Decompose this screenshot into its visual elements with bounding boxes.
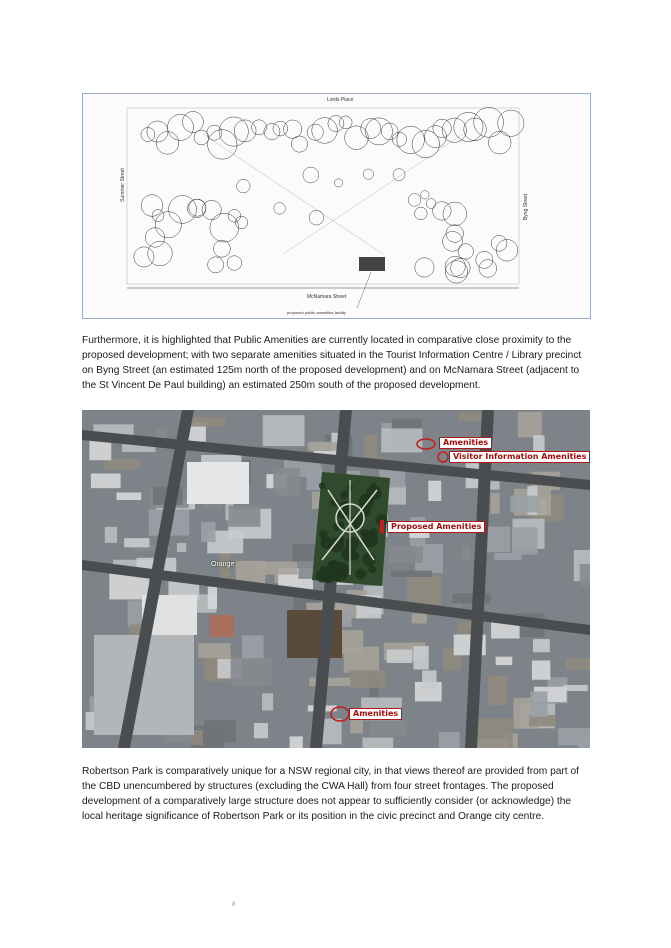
building — [496, 657, 513, 665]
tree-canopy — [155, 212, 181, 238]
page-mark: 8 — [232, 902, 236, 908]
park-tree — [335, 575, 342, 582]
tree-canopy — [152, 210, 164, 222]
proposed-amenities-marker — [380, 520, 384, 533]
building — [387, 650, 413, 663]
tree-canopy — [415, 258, 434, 277]
tree-canopy — [182, 112, 203, 133]
path-line — [283, 134, 463, 254]
building — [164, 735, 190, 743]
building — [201, 522, 215, 542]
tree-canopy — [479, 260, 497, 278]
building — [533, 639, 550, 652]
building — [116, 492, 141, 500]
tree-canopy — [274, 203, 286, 215]
tree-canopy — [189, 199, 206, 216]
building — [558, 728, 590, 745]
building — [91, 473, 121, 488]
building — [208, 587, 217, 609]
building — [204, 720, 236, 743]
park-tree — [355, 569, 366, 580]
facility-note: proposed public amenities facility — [287, 310, 346, 315]
tree-canopy — [433, 202, 451, 220]
tree-canopy — [365, 118, 392, 145]
tree-canopy — [397, 126, 424, 153]
building — [422, 670, 436, 689]
building — [209, 615, 234, 637]
building — [287, 610, 342, 658]
leader-line — [357, 272, 371, 308]
tree-canopy — [381, 123, 398, 140]
mcnamara-street-label: McNamara Street — [307, 294, 347, 300]
paragraph-robertson-park: Robertson Park is comparatively unique for a NSW regional city, in that views thereof are provided from part of the CBD unencumbered by structures (excluding the CWA Hall) from four street frontages. The proposed development of a comparatively large structure does not appear to sufficiently consider (or acknowledge) the local heritage significance of Robertson Park or its position in the civic precinct and Orange city centre. — [82, 766, 579, 822]
tree-canopy — [363, 169, 373, 179]
byng-street-label: Byng Street — [523, 193, 530, 221]
tree-canopy — [488, 131, 511, 154]
tree-canopy — [443, 231, 463, 251]
tree-canopy — [445, 256, 465, 276]
tree-canopy — [147, 121, 168, 142]
building — [407, 575, 441, 605]
orange-place-marker: Orange — [211, 561, 235, 568]
site-plan-drawing — [83, 94, 592, 320]
tree-canopy — [334, 179, 342, 187]
building — [518, 412, 542, 438]
tree-canopy — [202, 200, 221, 219]
park-tree — [327, 560, 342, 575]
tree-canopy — [283, 120, 301, 138]
building — [128, 600, 143, 627]
building — [362, 738, 393, 748]
building — [370, 721, 406, 736]
tree-canopy — [345, 126, 369, 150]
building — [187, 462, 249, 504]
tree-canopy — [339, 116, 352, 129]
amenities-north-label: Amenities — [439, 437, 492, 449]
tree-canopy — [208, 130, 237, 159]
tree-canopy — [421, 191, 429, 199]
building — [231, 658, 272, 685]
tree-canopy — [393, 169, 405, 181]
tree-canopy — [167, 114, 193, 140]
summer-street-label: Summer Street — [119, 168, 126, 202]
building — [124, 538, 149, 547]
tree-canopy — [426, 199, 436, 209]
tree-canopy — [235, 216, 247, 228]
tree-canopy — [210, 213, 239, 242]
tree-canopy — [458, 244, 473, 259]
building — [309, 678, 350, 686]
park-tree — [319, 482, 326, 489]
paragraph-amenities-proximity: Furthermore, it is highlighted that Public Amenities are currently located in comparative close proximity to the proposed development; with two separate amenities situated in the Tourist Information Centre / Library precinct on Byng Street (an estimated 125m north of the proposed development) and on McNamara Street (adjacent to the St Vincent De Paul building) an estimated 250m south of the proposed development. — [82, 335, 582, 391]
park-tree — [370, 483, 376, 489]
path-line — [203, 134, 383, 254]
building — [461, 545, 470, 560]
tree-canopy — [312, 118, 338, 144]
building — [105, 459, 139, 470]
lords-place-label: Lords Place — [327, 97, 354, 103]
building — [391, 571, 432, 577]
tree-canopy — [328, 116, 344, 132]
tree-canopy — [446, 225, 464, 243]
tree-canopy — [307, 124, 323, 140]
building — [565, 658, 590, 669]
park-tree — [349, 551, 359, 561]
building — [228, 506, 260, 527]
tree-canopy — [141, 195, 163, 217]
tree-canopy — [474, 107, 504, 137]
proposed-amenities-label: Proposed Amenities — [387, 521, 485, 533]
building — [190, 417, 225, 426]
tree-canopy — [424, 126, 446, 148]
tree-canopy — [213, 240, 230, 257]
building — [580, 564, 590, 586]
tree-canopy — [303, 167, 319, 183]
tree-canopy — [443, 202, 467, 226]
building — [530, 691, 547, 717]
building — [491, 493, 500, 514]
building — [381, 428, 422, 452]
visitor-information-label: Visitor Information Amenities — [449, 451, 590, 463]
amenities-south-label: Amenities — [349, 708, 402, 720]
proposed-facility — [359, 257, 385, 271]
building — [532, 660, 550, 679]
tree-canopy — [208, 257, 224, 273]
building — [198, 643, 230, 658]
tree-canopy — [309, 210, 324, 225]
park-tree — [320, 537, 332, 549]
building — [389, 546, 423, 562]
park-tree — [371, 537, 378, 544]
building — [439, 732, 460, 748]
building — [412, 613, 427, 623]
building — [413, 646, 428, 669]
park-tree — [345, 537, 359, 551]
tree-canopy — [454, 112, 483, 141]
park-tree — [369, 528, 378, 537]
tree-canopy — [408, 194, 421, 207]
tree-canopy — [227, 256, 242, 271]
building — [488, 676, 507, 705]
tree-canopy — [148, 241, 173, 266]
building — [177, 543, 186, 552]
building — [263, 415, 305, 446]
tree-canopy — [134, 247, 154, 267]
aerial-map — [82, 410, 590, 748]
building — [564, 685, 588, 691]
building — [290, 736, 303, 748]
tree-canopy — [251, 120, 266, 135]
tree-canopy — [392, 132, 406, 146]
tree-canopy — [169, 195, 197, 223]
building — [512, 527, 537, 554]
tree-canopy — [498, 110, 524, 136]
building — [428, 481, 441, 501]
park-tree — [363, 530, 370, 537]
building — [254, 723, 268, 738]
tree-canopy — [264, 123, 280, 139]
building — [242, 635, 264, 660]
tree-canopy — [228, 209, 241, 222]
tree-canopy — [145, 228, 164, 247]
building — [349, 670, 385, 687]
building — [105, 527, 117, 543]
park-tree — [368, 565, 376, 573]
park-tree — [316, 569, 329, 582]
tree-canopy — [291, 136, 307, 152]
site-plan — [82, 93, 591, 319]
tree-canopy — [445, 261, 467, 283]
building — [273, 468, 299, 496]
building — [452, 593, 490, 603]
tree-canopy — [141, 128, 155, 142]
building — [510, 496, 539, 513]
tree-canopy — [237, 179, 251, 193]
building — [262, 693, 273, 710]
tree-canopy — [415, 207, 428, 220]
park-tree — [340, 492, 347, 499]
